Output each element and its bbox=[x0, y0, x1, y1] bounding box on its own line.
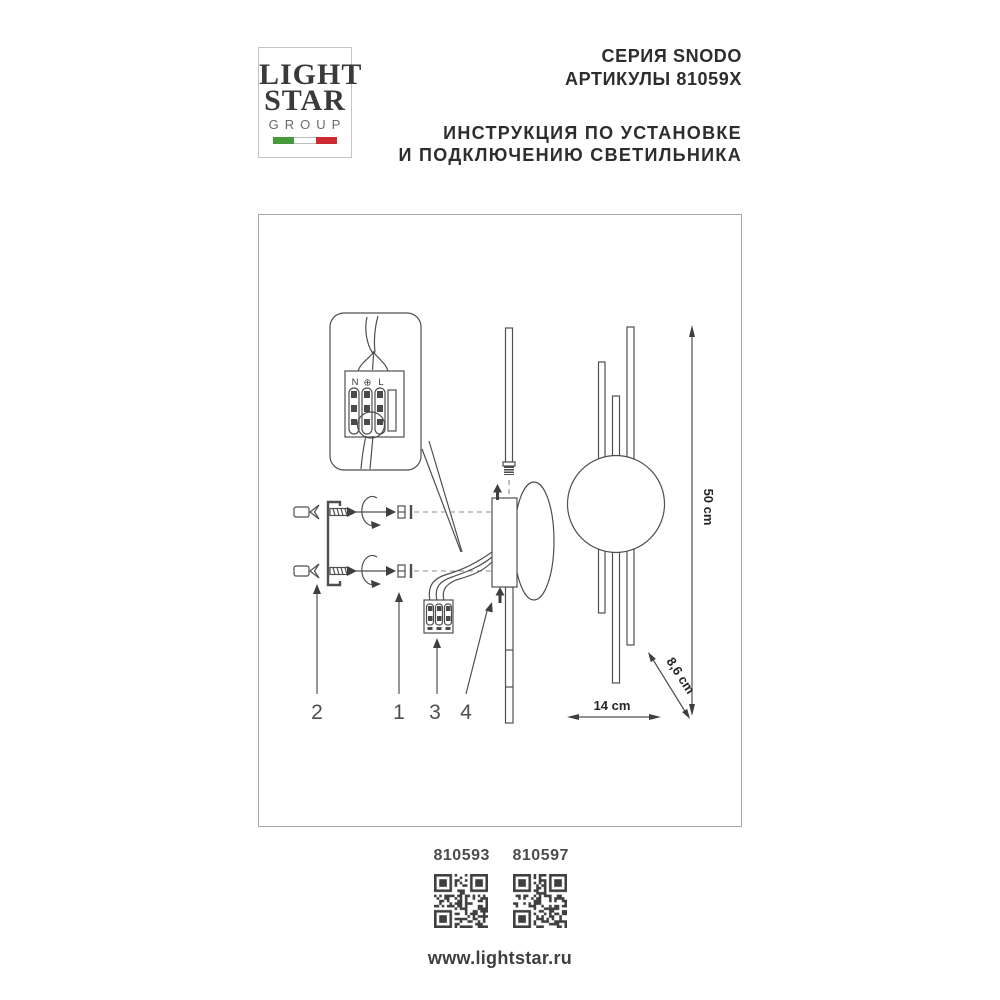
glass-globe bbox=[568, 456, 665, 553]
logo-group: GROUP bbox=[268, 117, 347, 132]
part-number-2: 2 bbox=[311, 701, 323, 724]
header-text bbox=[380, 45, 742, 166]
diagram-svg bbox=[259, 215, 741, 826]
qr-section bbox=[0, 847, 1000, 928]
part-number-1: 1 bbox=[393, 701, 405, 724]
terminal-l-label: L bbox=[378, 377, 384, 388]
qr-code-icon bbox=[434, 874, 488, 928]
dim-width-label: 14 cm bbox=[593, 698, 631, 713]
italian-flag-icon bbox=[273, 137, 337, 144]
insert-arrow-bottom-icon bbox=[496, 587, 505, 603]
terminal-strips bbox=[349, 388, 385, 434]
installation-diagram bbox=[258, 214, 742, 827]
part-number-4: 4 bbox=[460, 701, 472, 724]
qr-label: 810593 bbox=[433, 847, 490, 864]
series-name: СЕРИЯ SNODO bbox=[601, 46, 742, 66]
wiring-callout bbox=[330, 313, 462, 552]
terminal-n-label: N bbox=[351, 377, 359, 388]
part-leaders bbox=[313, 584, 493, 694]
terminal-earth-icon: ⊕ bbox=[363, 377, 372, 389]
flag-white bbox=[294, 137, 315, 144]
connector-block bbox=[424, 600, 453, 633]
qr-item-810597 bbox=[513, 847, 567, 928]
qr-item-810593 bbox=[434, 847, 488, 928]
lightstar-logo bbox=[258, 47, 363, 158]
dimension-height bbox=[689, 325, 716, 716]
website-url: www.lightstar.ru bbox=[427, 948, 573, 968]
logo-star: STAR bbox=[264, 84, 346, 117]
flag-green bbox=[273, 137, 294, 144]
dim-height-label: 50 cm bbox=[701, 488, 716, 526]
instruction-title-line1: ИНСТРУКЦИЯ ПО УСТАНОВКЕ bbox=[443, 123, 742, 143]
instruction-title bbox=[380, 122, 742, 166]
anchor-screw-row-bottom bbox=[294, 556, 411, 589]
dimension-width bbox=[567, 698, 661, 720]
upper-rod bbox=[503, 328, 515, 475]
anchor-screw-row-top bbox=[294, 497, 411, 529]
instruction-title-line2: И ПОДКЛЮЧЕНИЮ СВЕТИЛЬНИКА bbox=[398, 145, 742, 165]
qr-label: 810597 bbox=[512, 847, 569, 864]
dim-depth-label: 8,6 cm bbox=[663, 654, 699, 697]
flag-red bbox=[316, 137, 337, 144]
canopy-oval bbox=[514, 482, 554, 600]
articles: АРТИКУЛЫ 81059X bbox=[565, 69, 742, 89]
logo-light: LIGHT bbox=[259, 58, 363, 91]
mounting-plate bbox=[492, 498, 517, 587]
qr-code-icon bbox=[513, 874, 567, 928]
part-number-3: 3 bbox=[429, 701, 441, 724]
lower-rod bbox=[506, 587, 514, 723]
globe-fixture bbox=[568, 327, 665, 683]
supply-wires bbox=[429, 552, 492, 601]
